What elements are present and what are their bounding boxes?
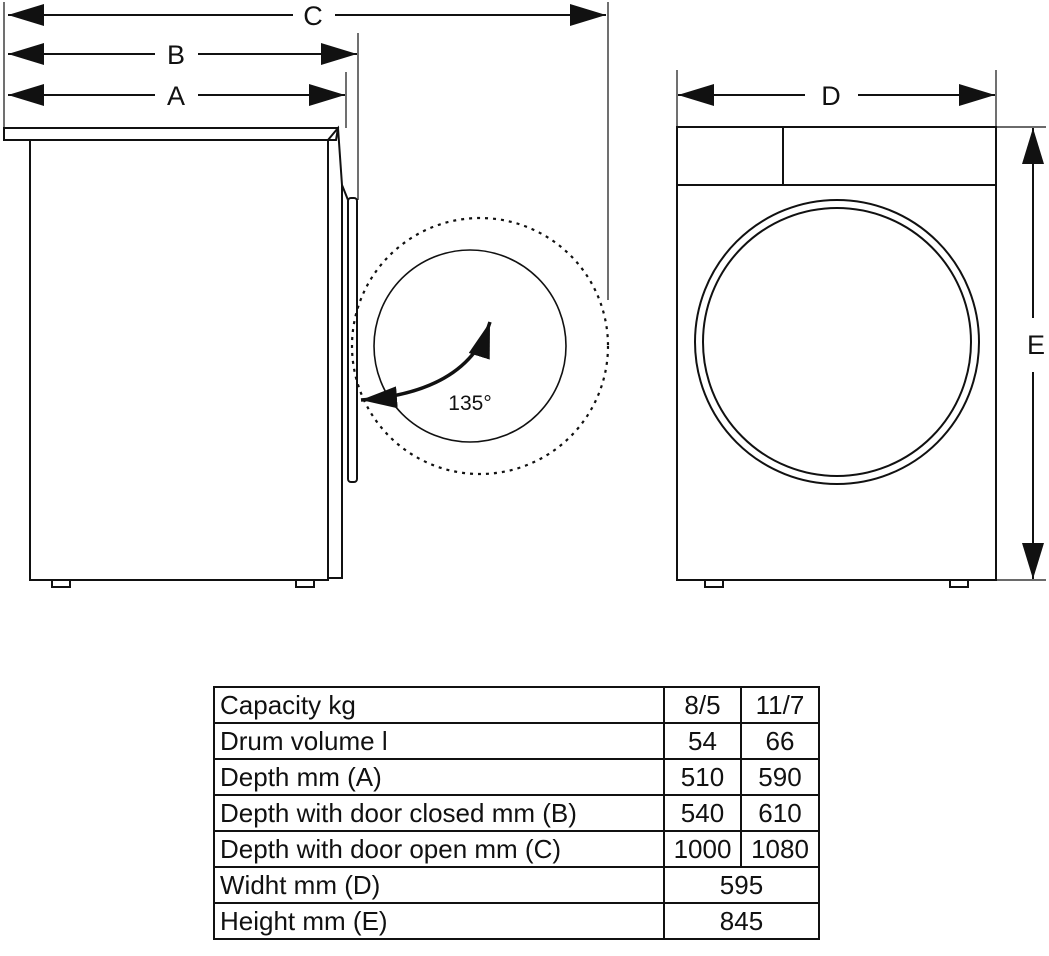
side-foot-left bbox=[52, 580, 70, 587]
door-angle-label: 135° bbox=[448, 392, 492, 415]
front-view bbox=[677, 127, 996, 587]
capacity-col1: 8/5 bbox=[664, 687, 741, 723]
dimension-label-a: A bbox=[166, 81, 186, 111]
dimension-b bbox=[8, 40, 357, 70]
dimension-c bbox=[8, 1, 606, 31]
row-value-col2: 610 bbox=[741, 795, 819, 831]
worktop bbox=[4, 128, 338, 140]
row-label: Widht mm (D) bbox=[214, 867, 664, 903]
side-body bbox=[30, 140, 328, 580]
door-swing bbox=[352, 218, 608, 474]
side-view bbox=[4, 128, 357, 587]
extension-lines bbox=[4, 2, 608, 300]
row-value-col1: 54 bbox=[664, 723, 741, 759]
dimension-e bbox=[996, 127, 1046, 580]
door-ring-inner bbox=[703, 208, 971, 476]
angle-arrow bbox=[361, 322, 490, 400]
dimension-a bbox=[8, 81, 345, 111]
capacity-col2: 11/7 bbox=[741, 687, 819, 723]
dimension-label-b: B bbox=[166, 40, 186, 70]
table-row bbox=[214, 759, 819, 795]
table-row bbox=[214, 831, 819, 867]
door-ring-outer bbox=[695, 200, 979, 484]
row-value-col1: 1000 bbox=[664, 831, 741, 867]
row-value-col2: 1080 bbox=[741, 831, 819, 867]
dimension-label-e: E bbox=[1026, 330, 1046, 360]
front-body bbox=[677, 127, 996, 580]
row-value-col2: 66 bbox=[741, 723, 819, 759]
row-value-merged: 595 bbox=[664, 867, 819, 903]
front-foot-left bbox=[705, 580, 723, 587]
spec-table bbox=[213, 686, 820, 940]
dimension-d bbox=[677, 70, 996, 127]
table-row bbox=[214, 723, 819, 759]
dimension-label-d: D bbox=[821, 81, 841, 111]
table-row bbox=[214, 867, 819, 903]
table-header-row bbox=[214, 687, 819, 723]
row-label: Height mm (E) bbox=[214, 903, 664, 939]
row-label: Depth with door closed mm (B) bbox=[214, 795, 664, 831]
row-label: Depth with door open mm (C) bbox=[214, 831, 664, 867]
table-row bbox=[214, 903, 819, 939]
dimension-label-c: C bbox=[303, 1, 323, 31]
front-panel bbox=[328, 128, 342, 578]
front-foot-right bbox=[950, 580, 968, 587]
table-row bbox=[214, 795, 819, 831]
row-value-col2: 590 bbox=[741, 759, 819, 795]
row-label: Drum volume l bbox=[214, 723, 664, 759]
row-label: Depth mm (A) bbox=[214, 759, 664, 795]
row-value-col1: 510 bbox=[664, 759, 741, 795]
row-value-col1: 540 bbox=[664, 795, 741, 831]
capacity-label: Capacity kg bbox=[214, 687, 664, 723]
side-foot-right bbox=[296, 580, 314, 587]
row-value-merged: 845 bbox=[664, 903, 819, 939]
